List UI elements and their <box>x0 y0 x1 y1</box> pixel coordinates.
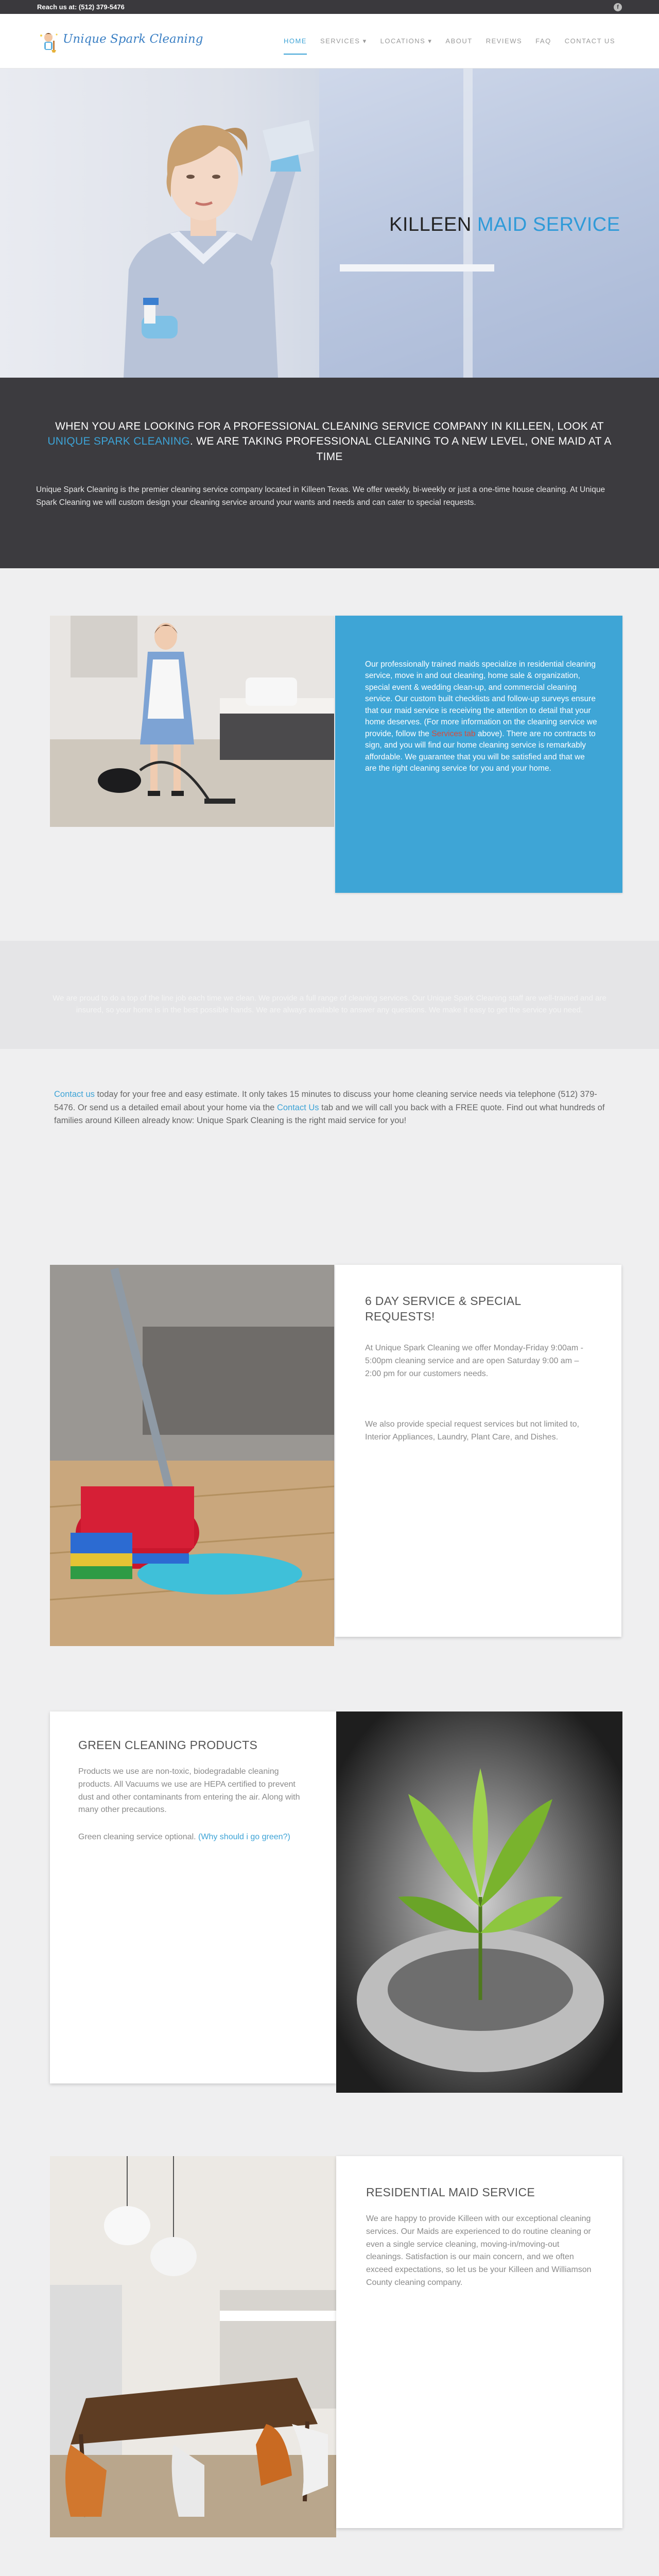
mop-bucket-image <box>50 1265 334 1646</box>
hero-maid-photo <box>93 99 314 378</box>
hero-banner <box>0 69 659 378</box>
intro-heading-text-2: . WE ARE TAKING PROFESSIONAL CLEANING TO A NEW LEVEL, ONE MAID AT A TIME <box>189 435 612 463</box>
facebook-icon[interactable]: f <box>614 3 622 11</box>
dining-room-image <box>50 2156 336 2537</box>
intro-heading-text-1: WHEN YOU ARE LOOKING FOR A PROFESSIONAL CLEANING SERVICE COMPANY IN KILLEEN, LOOK AT <box>55 420 604 432</box>
nav-locations[interactable]: LOCATIONS ▾ <box>380 37 432 45</box>
contact-paragraph <box>54 1088 605 1128</box>
nav-reviews[interactable]: REVIEWS <box>485 37 523 45</box>
nav-faq[interactable]: FAQ <box>535 37 551 45</box>
services-tab-link[interactable]: Services tab <box>431 729 476 738</box>
feature-title-residential: RESIDENTIAL MAID SERVICE <box>366 2185 535 2199</box>
nav-services[interactable]: SERVICES ▾ <box>320 37 367 45</box>
dining-room-photo <box>50 2156 336 2537</box>
nav-contact[interactable]: CONTACT US <box>564 37 615 45</box>
feature-residential-text: We are happy to provide Killeen with our exceptional cleaning services. Our Maids are experienced to do routine cleaning or even a single service cleaning, moving-in/moving-out cleanings. Satisfaction is our main concern, and we often exceed expectations, so let us be your Killeen and Williamson County cleaning company. <box>366 2214 592 2287</box>
feature-card-residential <box>336 2156 622 2528</box>
contact-text-1: today for your free and easy estimate. It only takes 15 minutes to discuss your home cleaning service needs via telephone (512) 379-5476. Or send us a detailed email about your home via the <box>54 1090 597 1112</box>
feature-special-requests-text: We also provide special request services but not limited to, Interior Appliances, Laundry, Plant Care, and Dishes. <box>365 1420 579 1442</box>
logo-text: Unique Spark Cleaning <box>63 32 203 46</box>
site-header <box>0 14 659 69</box>
hero-window-sill <box>340 264 494 272</box>
site-logo[interactable] <box>37 27 203 55</box>
feature-title-hours: 6 DAY SERVICE & SPECIAL REQUESTS! <box>365 1294 521 1323</box>
intro-section <box>0 378 659 568</box>
hero-title-main: KILLEEN <box>389 214 477 235</box>
maid-mascot-icon <box>37 30 60 53</box>
faded-banner <box>0 941 659 1049</box>
about-info-box <box>335 616 622 893</box>
about-text-1: Our professionally trained maids specialize in residential cleaning service, move in and out cleaning, home sale & organization, special event & wedding clean-up, and commercial cleaning service. Our custom built checklists and follow-up surveys ensure that our maid service is receiving the attention to detail that your home deserves. (For more information on the cleaning service we provide, follow the <box>365 660 597 738</box>
contact-text-2: tab and we will call you back with a FREE quote. Find out what hundreds of families around Killeen already know: Unique Spark Cleaning is the right maid service for you! <box>54 1103 605 1126</box>
green-optional-text: Green cleaning service optional. <box>78 1833 199 1841</box>
nav-home[interactable]: HOME <box>277 14 314 69</box>
hero-title-accent: MAID SERVICE <box>477 214 620 235</box>
intro-heading-link[interactable]: UNIQUE SPARK CLEANING <box>47 435 190 448</box>
hero-title <box>389 214 620 236</box>
why-go-green-link[interactable]: (Why should i go green?) <box>198 1833 290 1841</box>
top-bar <box>0 0 659 14</box>
feature-green-text: Products we use are non-toxic, biodegradable cleaning products. All Vacuums we use are HEPA certified to prevent dust and other contaminants from entering the air. Along with many other precautions. <box>78 1767 300 1815</box>
plant-in-hands-image <box>336 1711 622 2093</box>
nav-about[interactable]: ABOUT <box>445 37 473 45</box>
about-photo <box>50 616 334 827</box>
feature-card-green <box>50 1711 336 2083</box>
feature-title-green: GREEN CLEANING PRODUCTS <box>78 1738 258 1752</box>
mop-bucket-photo <box>50 1265 334 1646</box>
banner-text: We are proud to do a top of the line job each time we clean. We provide a full range of cleaning services. Our Unique Spark Cleaning staff are well-trained and are insured, so your home is in the best possible hands. We are always available to answer any questions. We make it easy to get the service you need. <box>53 994 606 1015</box>
main-nav <box>277 14 622 69</box>
contact-us-link[interactable]: Contact us <box>54 1090 95 1099</box>
feature-green-optional <box>78 1831 305 1844</box>
about-text <box>365 659 598 775</box>
feature-hours-text: At Unique Spark Cleaning we offer Monday-Friday 9:00am - 5:00pm cleaning service and are open Saturday 9:00 am – 2:00 pm for our customers needs. <box>365 1344 583 1378</box>
plant-hands-photo <box>336 1711 622 2093</box>
about-text-2: above). There are no contracts to sign, and you will find our home cleaning service is remarkably affordable. We guarantee that you will be satisfied and that we are the right cleaning service for you and your home. <box>365 729 596 773</box>
contact-us-tab-link[interactable]: Contact Us <box>276 1103 319 1112</box>
maid-vacuuming-photo <box>50 616 334 827</box>
feature-card-hours <box>335 1265 621 1637</box>
intro-paragraph: Unique Spark Cleaning is the premier cleaning service company located in Killeen Texas. We offer weekly, bi-weekly or just a one-time house cleaning. At Unique Spark Cleaning we will custom design your cleaning service around your wants and needs and can cater to special requests. <box>36 485 605 507</box>
phone-number[interactable]: Reach us at: (512) 379-5476 <box>37 3 125 11</box>
intro-heading <box>36 419 623 464</box>
